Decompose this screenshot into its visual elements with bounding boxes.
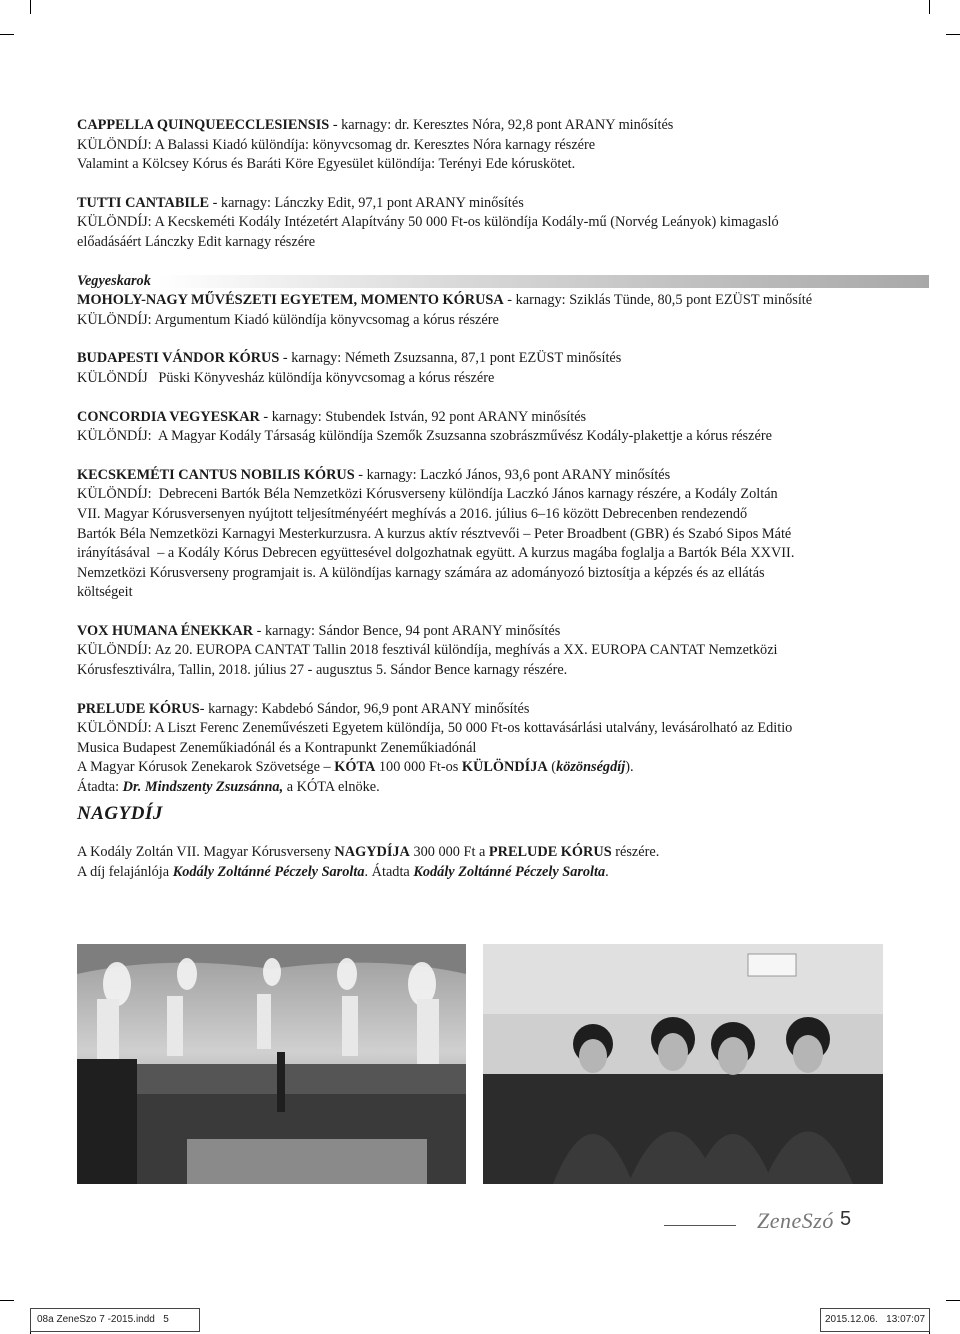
crop-mark xyxy=(0,34,14,35)
special-prize-line: Bartók Béla Nemzetközi Karnagyi Mesterkurzusra. A kurzus aktív résztvevői – Peter Broadbent (GBR) és Szabó Sipos Máté xyxy=(77,525,792,542)
special-prize-line: költségeit xyxy=(77,584,133,601)
special-prize-line: KÜLÖNDÍJ: A Liszt Ferenc Zeneművészeti Egyetem különdíja, 50 000 Ft-os kottavásárlási utalvány, levásárolható az Editio xyxy=(77,720,793,737)
award-entry xyxy=(77,466,907,603)
choir-name: VOX HUMANA ÉNEKKAR xyxy=(77,622,254,639)
conductor-score: - karnagy: Sziklás Tünde, 80,5 pont EZÜST minősíté xyxy=(503,292,813,309)
conductor-score: - karnagy: Stubendek István, 92 pont ARANY minősítés xyxy=(259,408,587,425)
audience-photo xyxy=(483,944,883,1184)
special-prize-line: előadásáért Lánczky Edit karnagy részére xyxy=(77,233,316,250)
grand-prize-heading: NAGYDÍJ xyxy=(77,802,163,824)
special-prize-line: irányításával – a Kodály Kórus Debrecen együttesével dolgozhatnak együtt. A kurzus magába foglalja a Bartók Béla XXVII. xyxy=(77,545,795,562)
conductor-score: - karnagy: Kabdebó Sándor, 96,9 pont ARANY minősítés xyxy=(199,700,530,717)
choir-name: PRELUDE KÓRUS xyxy=(77,700,200,717)
presented-by-line: Átadta: Dr. Mindszenty Zsuzsánna, a KÓTA elnöke. xyxy=(77,779,380,796)
crop-mark xyxy=(0,1300,14,1301)
crop-mark xyxy=(30,0,31,14)
conductor-score: - karnagy: dr. Keresztes Nóra, 92,8 pont ARANY minősítés xyxy=(329,117,674,133)
print-slug-file: 08a ZeneSzo 7 -2015.indd 5 xyxy=(30,1308,200,1332)
award-entry xyxy=(77,408,907,447)
special-prize-line: KÜLÖNDÍJ: A Kecskeméti Kodály Intézetért Alapítvány 50 000 Ft-os különdíja Kodály-mű (Norvég Leányok) kimagasló xyxy=(77,214,779,231)
crop-mark xyxy=(946,34,960,35)
special-prize-line: KÜLÖNDÍJ: Argumentum Kiadó különdíja könyvcsomag a kórus részére xyxy=(77,311,499,328)
choir-name: KECSKEMÉTI CANTUS NOBILIS KÓRUS xyxy=(77,466,355,483)
award-entry xyxy=(77,349,907,388)
award-entry xyxy=(77,116,907,175)
special-prize-line: Nemzetközi Kórusverseny programjait is. A különdíjas karnagy számára az adományozó biztosítja a képzés és az ellátás xyxy=(77,564,765,581)
category-heading xyxy=(77,272,907,292)
print-slug-date: 2015.12.06. 13:07:07 xyxy=(820,1308,930,1332)
choir-name: BUDAPESTI VÁNDOR KÓRUS xyxy=(77,350,280,367)
special-prize-line: KÜLÖNDÍJ: Debreceni Bartók Béla Nemzetközi Kórusverseny különdíja Laczkó János karnagy részére, a Kodály Zoltán xyxy=(77,486,778,503)
special-prize-line: Musica Budapest Zeneműkiadónál és a Kontrapunkt Zeneműkiadónál xyxy=(77,739,477,756)
choir-name: TUTTI CANTABILE xyxy=(77,194,210,211)
page-number: 5 xyxy=(840,1208,852,1230)
special-prize-line: KÜLÖNDÍJ Püski Könyvesház különdíja könyvcsomag a kórus részére xyxy=(77,369,495,386)
special-prize-line: KÜLÖNDÍJ: A Balassi Kiadó különdíja: könyvcsomag dr. Keresztes Nóra karnagy részére xyxy=(77,136,596,153)
special-prize-line: KÜLÖNDÍJ: A Magyar Kodály Társaság különdíja Szemők Zsuzsanna szobrászművész Kodály-plakettje a kórus részére xyxy=(77,428,772,445)
heading-gradient-bar xyxy=(157,275,929,288)
choir-name: MOHOLY-NAGY MŰVÉSZETI EGYETEM, MOMENTO KÓRUSA xyxy=(77,292,504,309)
award-entry xyxy=(77,700,907,798)
special-prize-line: Kórusfesztiválra, Tallin, 2018. július 27 - augusztus 5. Sándor Bence karnagy részére. xyxy=(77,662,568,679)
audience-prize-line: A Magyar Kórusok Zenekarok Szövetsége – KÓTA 100 000 Ft-os KÜLÖNDÍJA (közönségdíj). xyxy=(77,759,634,776)
footer-rule xyxy=(664,1225,736,1226)
crop-mark xyxy=(929,0,930,14)
special-prize-line: VII. Magyar Kórusversenyen nyújtott teljesítményéért meghívás a 2016. július 6–16 között Debrecenben rendezendő xyxy=(77,505,748,522)
conductor-score: - karnagy: Németh Zsuzsanna, 87,1 pont EZÜST minősítés xyxy=(279,350,622,367)
choir-name: CAPPELLA QUINQUEECCLESIENSIS xyxy=(77,117,330,133)
special-prize-line: Valamint a Kölcsey Kórus és Baráti Köre Egyesület különdíja: Terényi Ede kóruskötet. xyxy=(77,156,576,173)
award-entry xyxy=(77,291,907,330)
conductor-score: - karnagy: Lánczky Edit, 97,1 pont ARANY minősítés xyxy=(209,194,524,211)
special-prize-line: KÜLÖNDÍJ: Az 20. EUROPA CANTAT Tallin 2018 fesztivál különdíja, meghívás a XX. EUROPA CANTAT Nemzetközi xyxy=(77,642,778,659)
magazine-brand: ZeneSzó xyxy=(757,1208,834,1233)
crop-mark xyxy=(946,1300,960,1301)
article-body xyxy=(77,116,907,882)
grand-prize-text: A Kodály Zoltán VII. Magyar Kórusverseny NAGYDÍJA 300 000 Ft a PRELUDE KÓRUS részére. A díj felajánlója Kodály Zoltánné Péczely Sarolta. Átadta Kodály Zoltánné Péczely Sarolta. xyxy=(77,844,660,880)
conductor-score: - karnagy: Laczkó János, 93,6 pont ARANY minősítés xyxy=(354,466,671,483)
choir-name: CONCORDIA VEGYESKAR xyxy=(77,408,260,425)
concert-hall-photo xyxy=(77,944,466,1184)
award-entry xyxy=(77,622,907,681)
conductor-score: - karnagy: Sándor Bence, 94 pont ARANY minősítés xyxy=(253,622,561,639)
award-entry xyxy=(77,194,907,253)
category-title: Vegyeskarok xyxy=(77,272,151,289)
